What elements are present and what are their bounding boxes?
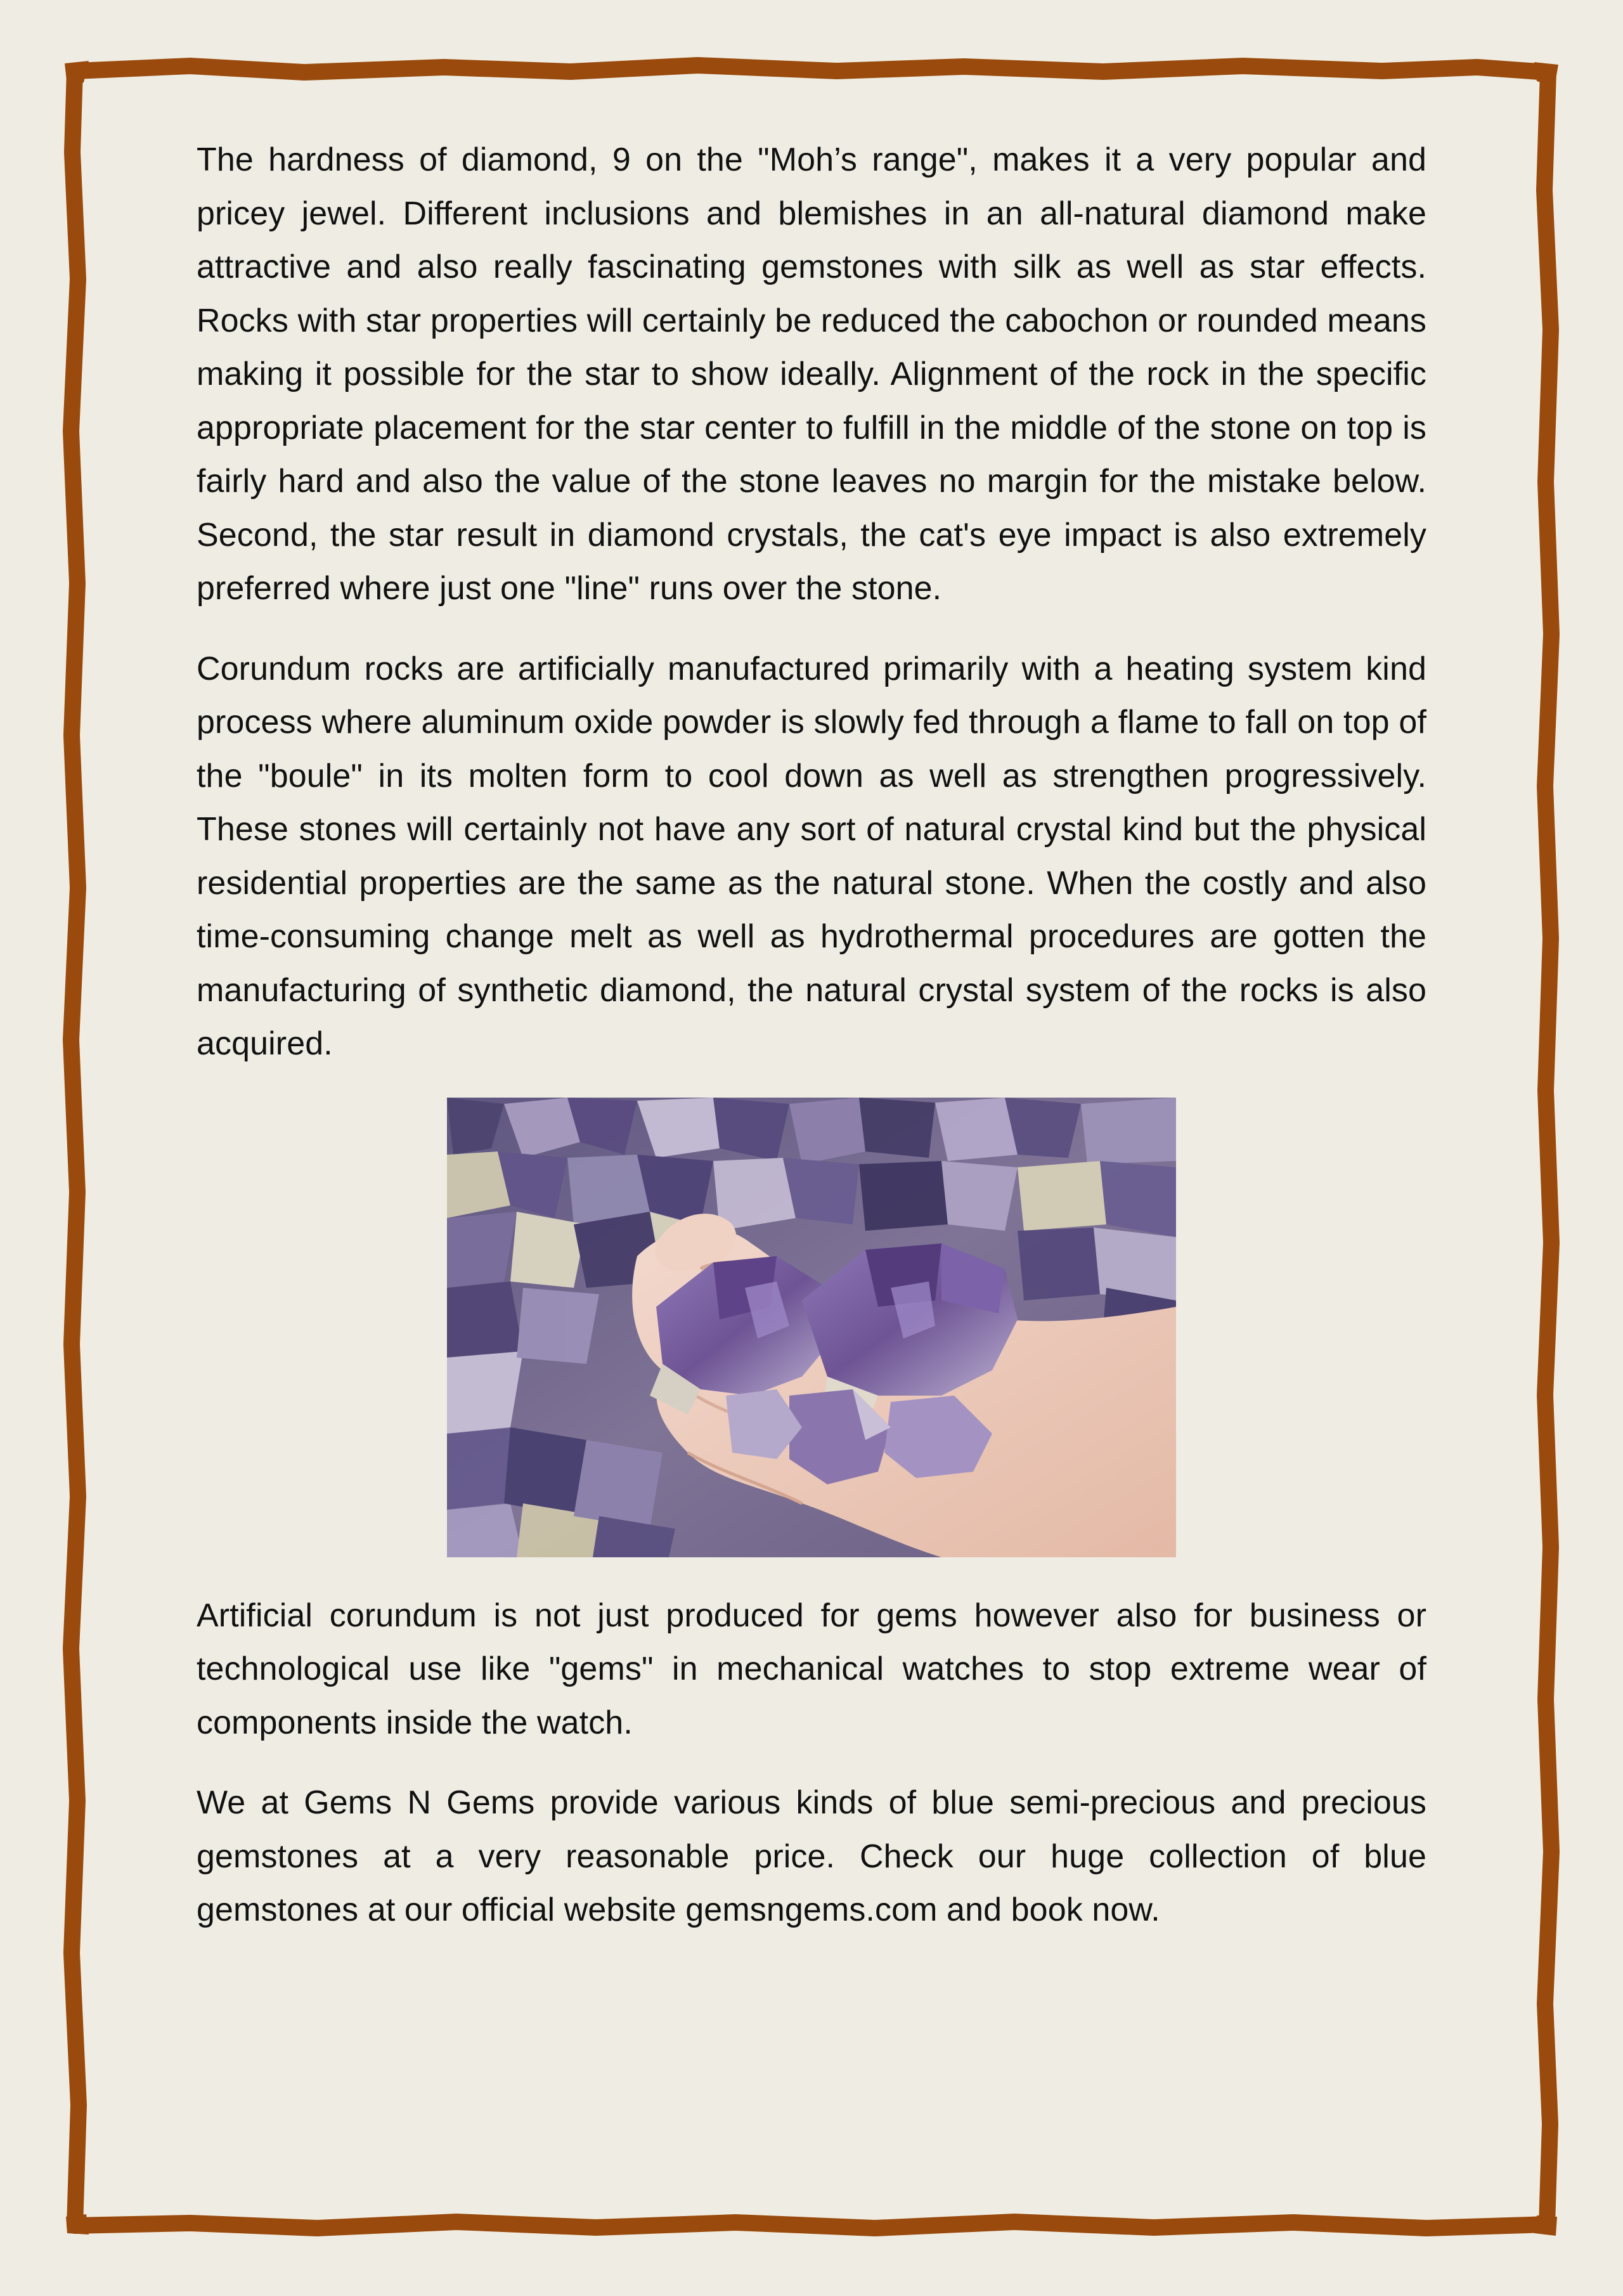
paragraph-corundum-manufacture: Corundum rocks are artificially manufactured primarily with a heating system kind process where aluminum oxide powder is slowly fed through a flame to fall on top of the "boule" in its molten form to cool down as well as strengthen progressively. These stones will certainly not have any sort of natural crystal kind but the physical residential properties are the same as the natural stone. When the costly and also time-consuming change melt as well as hydrothermal procedures are gotten the manufacturing of synthetic diamond, the natural crystal system of the rocks is also acquired. (197, 650, 1426, 1062)
page-content (197, 133, 1426, 1964)
amethyst-photo (447, 1098, 1176, 1557)
border-corner-accent-bl (66, 2214, 89, 2234)
border-corner-accent-tl (65, 61, 89, 86)
amethyst-photo-illustration (447, 1098, 1176, 1557)
paragraph-artificial-corundum: Artificial corundum is not just produced for gems however also for business or technological use like "gems" in mechanical watches to stop extreme wear of components inside the watch. (197, 1597, 1426, 1741)
paragraph-diamond-hardness: The hardness of diamond, 9 on the "Moh’s range", makes it a very popular and pricey jewel. Different inclusions and blemishes in an all-natural diamond make attractive and also really fascinating gemstones with silk as well as star effects. Rocks with star properties will certainly be reduced the cabochon or rounded means making it possible for the star to show ideally. Alignment of the rock in the specific appropriate placement for the star center to fulfill in the middle of the stone on top is fairly hard and also the value of the stone leaves no margin for the mistake below. Second, the star result in diamond crystals, the cat's eye impact is also extremely preferred where just one "line" runs over the stone. (197, 141, 1426, 607)
border-corner-accent-tr (1534, 62, 1558, 86)
paragraph-gems-n-gems-promo: We at Gems N Gems provide various kinds of blue semi-precious and precious gemstones at a very reasonable price. Check our huge collection of blue gemstones at our official website gemsngems.com and book now. (197, 1784, 1426, 1928)
border-corner-accent-br (1534, 2215, 1557, 2236)
